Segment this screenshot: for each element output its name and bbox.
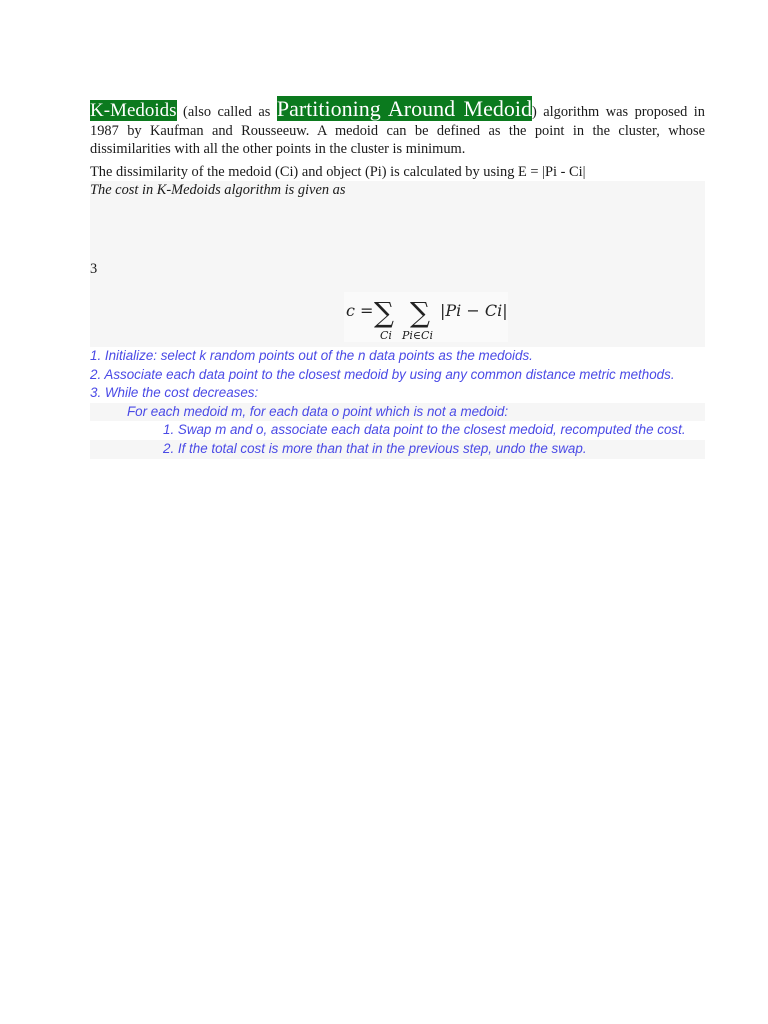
sum2-subscript: Pi∈Ci [402,329,433,342]
intro-text-2: ) algorithm was proposed in 1987 by Kaufman and Rousseeuw. A medoid can be defined as the point in the cluster, whose dissimilarities with all the other points in the cluster is minimum. [90,104,706,157]
substep-undo: 2. If the total cost is more than that in the previous step, undo the swap. [90,440,705,459]
step-while: 3. While the cost decreases: [90,385,259,401]
dissimilarity-sentence: The dissimilarity of the medoid (Ci) and object (Pi) is calculated by using E = |Pi - Ci| [90,164,586,180]
stray-number: 3 [90,261,98,277]
cost-label: The cost in K-Medoids algorithm is given as [90,182,346,198]
sum1-subscript: Ci [380,329,392,342]
formula-lhs: c = [346,301,374,320]
k-medoids-term: K-Medoids [90,100,177,121]
cost-formula [344,292,508,342]
intro-text-1: (also called as [176,104,277,120]
document-page [90,96,705,459]
substep-swap: 1. Swap m and o, associate each data point to the closest medoid, recomputed the cost. [163,422,686,438]
pam-term: Partitioning Around Medoid [276,96,532,121]
sum-symbol-1: ∑ [374,296,394,329]
step-for-each: For each medoid m, for each data o point which is not a medoid: [90,403,705,422]
formula-image [344,292,508,342]
sum-symbol-2: ∑ [410,296,430,329]
intro-paragraph [90,96,705,158]
algorithm-steps [90,347,705,459]
step-initialize: 1. Initialize: select k random points out of the n data points as the medoids. [90,348,533,363]
step-associate: 2. Associate each data point to the closest medoid by using any common distance metric methods. [90,366,675,382]
formula-body: |Pi − Ci| [440,301,508,320]
cost-formula-block [90,181,705,347]
